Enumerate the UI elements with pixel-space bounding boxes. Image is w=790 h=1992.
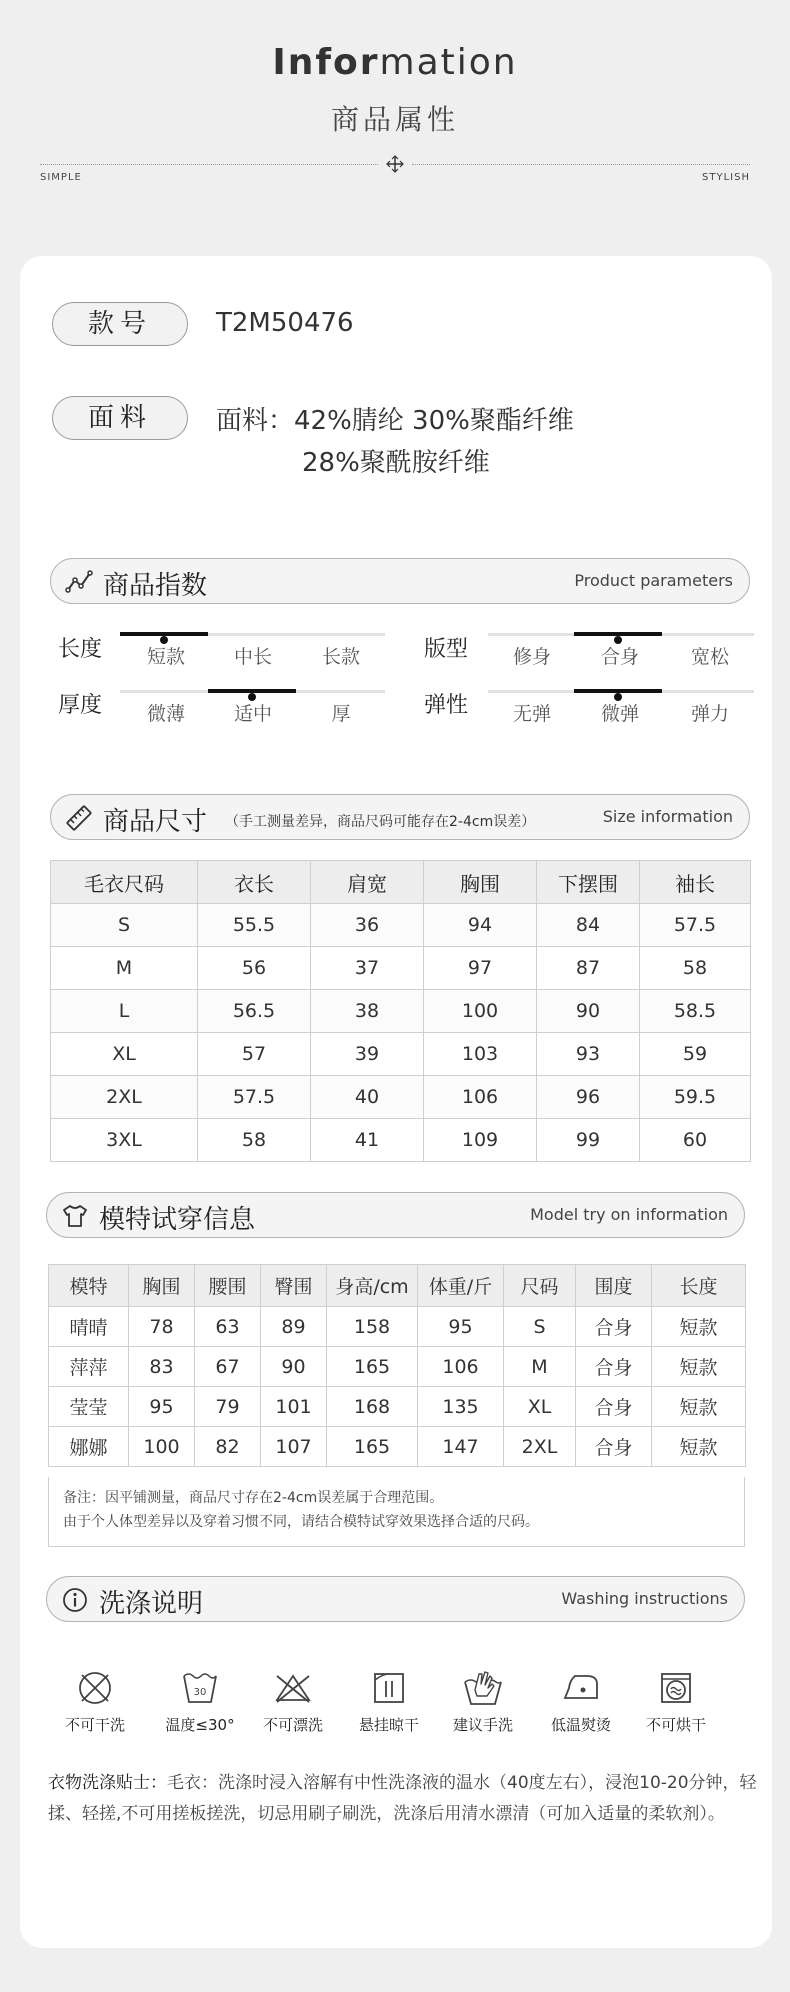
fabric-line-1: 面料：42%腈纶 30%聚酯纤维 — [216, 406, 574, 436]
wash-item — [248, 1668, 338, 1735]
table-cell: 短款 — [652, 1387, 746, 1427]
table-cell: 57.5 — [198, 1076, 311, 1119]
wash-label: 低温熨烫 — [550, 1716, 611, 1734]
wash-title: 洗涤说明 — [99, 1589, 204, 1619]
param-label-thickness: 厚度 — [58, 693, 103, 718]
table-cell: 短款 — [652, 1307, 746, 1347]
table-cell: 95 — [129, 1387, 195, 1427]
table-cell: 3XL — [51, 1119, 198, 1162]
model-note — [48, 1477, 745, 1547]
table-row — [51, 1033, 751, 1076]
wash-label: 温度≤30° — [165, 1716, 235, 1734]
model-en: Model try on information — [530, 1205, 728, 1224]
section-header-wash — [46, 1576, 745, 1622]
table-cell: 107 — [261, 1427, 327, 1467]
table-cell: 59.5 — [640, 1076, 751, 1119]
table-cell: 莹莹 — [49, 1387, 129, 1427]
params-title: 商品指数 — [103, 571, 208, 601]
wash-temp-number: 30 — [193, 1687, 207, 1698]
table-cell: 135 — [418, 1387, 504, 1427]
table-cell: 67 — [195, 1347, 261, 1387]
table-cell: L — [51, 990, 198, 1033]
table-cell: 57.5 — [640, 904, 751, 947]
header-title-bold: Infor — [272, 42, 380, 83]
param-label-elasticity: 弹性 — [424, 693, 469, 718]
table-cell: 58 — [640, 947, 751, 990]
low-iron-icon — [561, 1668, 601, 1708]
model-note-line-2: 由于个人体型差异以及穿着习惯不同，请结合模特试穿效果选择合适的尺码。 — [63, 1514, 539, 1530]
table-cell: 37 — [311, 947, 424, 990]
style-number-value: T2M50476 — [216, 308, 354, 338]
table-header-cell: 下摆围 — [537, 861, 640, 904]
section-header-model — [46, 1192, 745, 1238]
divider-right — [412, 164, 750, 165]
table-cell: 58.5 — [640, 990, 751, 1033]
table-cell: 39 — [311, 1033, 424, 1076]
table-header-cell: 衣长 — [198, 861, 311, 904]
table-header-cell: 胸围 — [129, 1265, 195, 1307]
section-header-size — [50, 794, 750, 840]
table-row — [51, 904, 751, 947]
size-en: Size information — [602, 807, 733, 826]
table-row — [49, 1387, 746, 1427]
table-cell: 99 — [537, 1119, 640, 1162]
cross-arrows-icon — [385, 154, 405, 174]
table-cell: XL — [504, 1387, 576, 1427]
table-cell: 78 — [129, 1307, 195, 1347]
table-cell: 165 — [327, 1427, 418, 1467]
table-cell: 165 — [327, 1347, 418, 1387]
table-row — [49, 1347, 746, 1387]
wash-label: 不可漂洗 — [262, 1716, 323, 1734]
table-row — [51, 990, 751, 1033]
wash-tips-title: 衣物洗涤贴士： — [48, 1773, 167, 1793]
param-option: 无弹 — [512, 703, 551, 725]
param-option: 长款 — [321, 646, 360, 668]
wash-item — [155, 1668, 245, 1735]
model-note-line-1: 备注：因平铺测量，商品尺寸存在2-4cm误差属于合理范围。 — [63, 1490, 444, 1506]
table-cell: 娜娜 — [49, 1427, 129, 1467]
table-header-cell: 尺码 — [504, 1265, 576, 1307]
table-cell: 2XL — [51, 1076, 198, 1119]
wash-label: 不可干洗 — [64, 1716, 125, 1734]
table-row — [51, 947, 751, 990]
table-cell: 合身 — [576, 1307, 652, 1347]
table-cell: 83 — [129, 1347, 195, 1387]
info-circle-icon — [61, 1586, 89, 1614]
table-header-cell: 腰围 — [195, 1265, 261, 1307]
wash-label: 建议手洗 — [452, 1716, 513, 1734]
table-header-row — [49, 1265, 746, 1307]
divider-left — [40, 164, 378, 165]
style-number-label: 款号 — [52, 302, 188, 346]
table-cell: 168 — [327, 1387, 418, 1427]
param-option: 微薄 — [146, 703, 185, 725]
param-option: 合身 — [600, 646, 639, 668]
table-row — [49, 1427, 746, 1467]
trend-line-icon — [65, 568, 93, 596]
table-header-cell: 袖长 — [640, 861, 751, 904]
table-cell: 57 — [198, 1033, 311, 1076]
table-cell: 103 — [424, 1033, 537, 1076]
table-cell: M — [51, 947, 198, 990]
table-header-row — [51, 861, 751, 904]
table-header-cell: 胸围 — [424, 861, 537, 904]
size-table — [50, 860, 751, 1162]
tag-stylish: STYLISH — [702, 172, 750, 183]
table-cell: 合身 — [576, 1427, 652, 1467]
table-header-cell: 臀围 — [261, 1265, 327, 1307]
table-cell: 2XL — [504, 1427, 576, 1467]
size-title: 商品尺寸 — [103, 807, 208, 837]
table-header-cell: 肩宽 — [311, 861, 424, 904]
ruler-icon — [65, 804, 93, 832]
table-cell: 合身 — [576, 1387, 652, 1427]
table-cell: 96 — [537, 1076, 640, 1119]
table-cell: 合身 — [576, 1347, 652, 1387]
table-cell: 短款 — [652, 1427, 746, 1467]
table-header-cell: 围度 — [576, 1265, 652, 1307]
param-label-length: 长度 — [58, 637, 103, 662]
table-cell: 59 — [640, 1033, 751, 1076]
tshirt-icon — [61, 1202, 89, 1230]
table-cell: 82 — [195, 1427, 261, 1467]
table-cell: XL — [51, 1033, 198, 1076]
table-cell: 41 — [311, 1119, 424, 1162]
table-row — [51, 1076, 751, 1119]
model-title: 模特试穿信息 — [99, 1205, 256, 1235]
wash-item — [344, 1668, 434, 1735]
table-cell: 158 — [327, 1307, 418, 1347]
table-cell: 90 — [261, 1347, 327, 1387]
param-option: 短款 — [146, 646, 185, 668]
table-row — [51, 1119, 751, 1162]
table-header-cell: 模特 — [49, 1265, 129, 1307]
fabric-line-2: 28%聚酰胺纤维 — [302, 448, 490, 478]
table-cell: 58 — [198, 1119, 311, 1162]
wash-label: 悬挂晾干 — [358, 1716, 419, 1734]
table-cell: 36 — [311, 904, 424, 947]
param-option: 微弹 — [600, 703, 639, 725]
table-cell: 94 — [424, 904, 537, 947]
table-cell: S — [504, 1307, 576, 1347]
table-cell: 106 — [424, 1076, 537, 1119]
table-cell: 55.5 — [198, 904, 311, 947]
param-label-fit: 版型 — [424, 637, 469, 662]
table-cell: 100 — [129, 1427, 195, 1467]
table-cell: 109 — [424, 1119, 537, 1162]
table-cell: 106 — [418, 1347, 504, 1387]
no-tumble-dry-icon — [656, 1668, 696, 1708]
param-option: 厚 — [331, 703, 351, 725]
table-header-cell: 体重/斤 — [418, 1265, 504, 1307]
table-cell: 87 — [537, 947, 640, 990]
table-header-cell: 身高/cm — [327, 1265, 418, 1307]
header-title — [0, 42, 790, 83]
param-option: 宽松 — [690, 646, 729, 668]
param-option: 适中 — [233, 703, 272, 725]
wash-tips — [48, 1768, 768, 1830]
wash-item — [50, 1668, 140, 1735]
table-cell: 90 — [537, 990, 640, 1033]
table-cell: 短款 — [652, 1347, 746, 1387]
fabric-label: 面料 — [52, 396, 188, 440]
size-note: （手工测量差异，商品尺码可能存在2-4cm误差） — [225, 814, 536, 830]
table-cell: 38 — [311, 990, 424, 1033]
table-cell: 79 — [195, 1387, 261, 1427]
wash-item — [631, 1668, 721, 1735]
hang-dry-icon — [369, 1668, 409, 1708]
no-dry-clean-icon — [75, 1668, 115, 1708]
header-subtitle: 商品属性 — [330, 103, 459, 136]
table-header-cell: 毛衣尺码 — [51, 861, 198, 904]
wash-en: Washing instructions — [561, 1589, 728, 1608]
table-cell: 100 — [424, 990, 537, 1033]
table-cell: 147 — [418, 1427, 504, 1467]
section-header-params — [50, 558, 750, 604]
header-title-light: mation — [379, 42, 518, 83]
table-header-cell: 长度 — [652, 1265, 746, 1307]
table-cell: 萍萍 — [49, 1347, 129, 1387]
wash-30-icon — [180, 1668, 220, 1708]
table-cell: 40 — [311, 1076, 424, 1119]
hand-wash-icon — [461, 1668, 505, 1708]
wash-label: 不可烘干 — [645, 1716, 706, 1734]
table-cell: 89 — [261, 1307, 327, 1347]
param-option: 弹力 — [690, 703, 729, 725]
model-table — [48, 1264, 746, 1467]
table-cell: 晴晴 — [49, 1307, 129, 1347]
table-cell: 84 — [537, 904, 640, 947]
table-cell: 63 — [195, 1307, 261, 1347]
wash-item — [438, 1668, 528, 1735]
param-option: 中长 — [233, 646, 272, 668]
table-cell: 97 — [424, 947, 537, 990]
wash-item — [536, 1668, 626, 1735]
table-cell: S — [51, 904, 198, 947]
table-cell: 56.5 — [198, 990, 311, 1033]
param-option: 修身 — [512, 646, 551, 668]
table-cell: 95 — [418, 1307, 504, 1347]
table-cell: 56 — [198, 947, 311, 990]
table-row — [49, 1307, 746, 1347]
table-cell: M — [504, 1347, 576, 1387]
table-cell: 101 — [261, 1387, 327, 1427]
no-bleach-icon — [273, 1668, 313, 1708]
table-cell: 60 — [640, 1119, 751, 1162]
tag-simple: SIMPLE — [40, 172, 82, 183]
table-cell: 93 — [537, 1033, 640, 1076]
wash-tips-body: 毛衣：洗涤时浸入溶解有中性洗涤液的温水（40度左右），浸泡10-20分钟，轻揉、轻搓,不可用搓板搓洗，切忌用刷子刷洗，洗涤后用清水漂清（可加入适量的柔软剂）。 — [48, 1773, 757, 1824]
params-en: Product parameters — [574, 571, 733, 590]
